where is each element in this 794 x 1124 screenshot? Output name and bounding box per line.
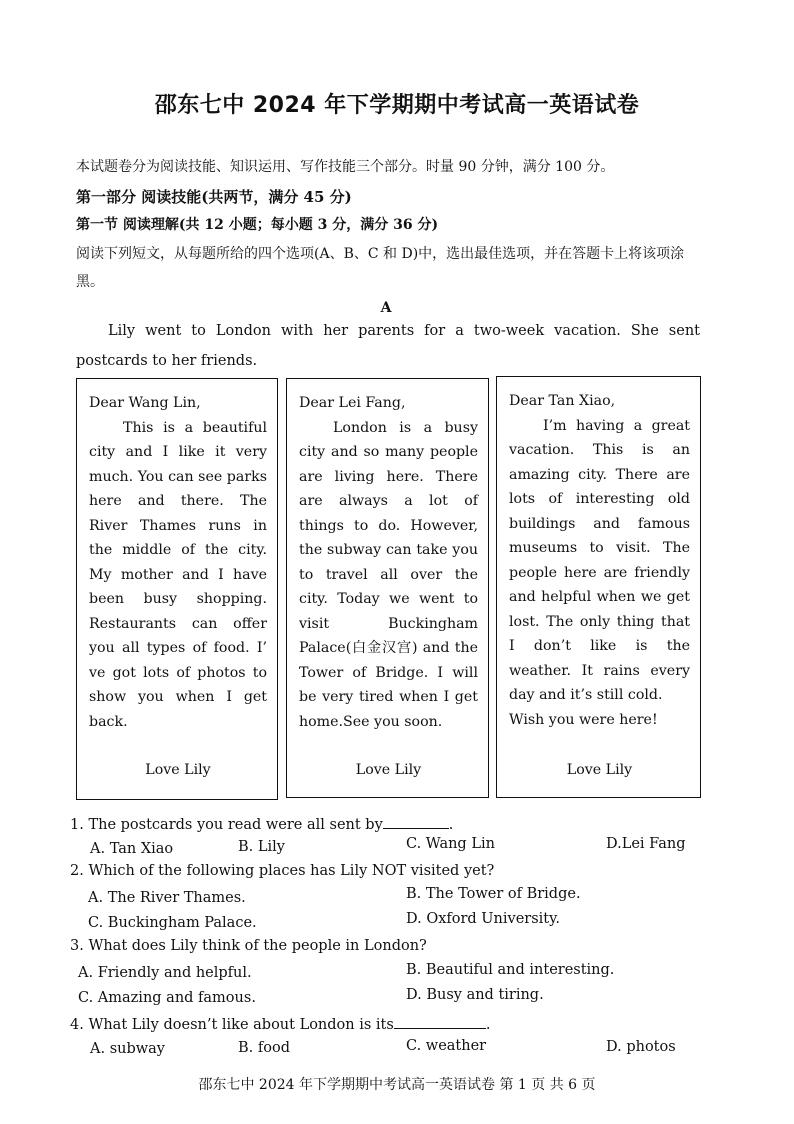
question-2: 2. Which of the following places has Lily NOT visited yet?	[70, 863, 495, 879]
postcard-closing: Wish you were here!	[509, 711, 658, 728]
postcard-lei-fang	[286, 378, 489, 798]
option-c[interactable]: C. Wang Lin	[406, 836, 495, 852]
exam-title: 邵东七中 2024 年下学期期中考试高一英语试卷	[154, 93, 640, 118]
passage-letter: A	[380, 300, 392, 316]
postcard-body: London is a busy city and so many people are living here. There are always a lot of things to do. However, the subway can take you to travel all over the city. Today we went to visit Buckingham Palace(白金汉宫) and the Tower of Bridge. I will be very tired when I get home.See you soon.	[299, 419, 478, 730]
part-heading: 第一部分 阅读技能(共两节，满分 45 分)	[76, 188, 352, 206]
postcard-signoff: Love Lily	[355, 762, 422, 778]
option-c[interactable]: C. Buckingham Palace.	[88, 915, 257, 931]
option-b[interactable]: B. food	[238, 1040, 290, 1056]
option-a[interactable]: A. Tan Xiao	[90, 841, 174, 857]
postcard-greeting: Dear Wang Lin,	[89, 395, 201, 411]
option-c[interactable]: C. weather	[406, 1038, 487, 1054]
question-3: 3. What does Lily think of the people in London?	[70, 938, 427, 954]
option-d[interactable]: D.Lei Fang	[606, 836, 686, 852]
option-a[interactable]: A. subway	[90, 1041, 165, 1057]
question-stem-end: .	[448, 817, 454, 833]
question-4	[70, 1014, 490, 1033]
answer-blank	[383, 814, 449, 829]
postcard-body: I’m having a great vacation. This is an amazing city. There are lots of interesting old buildings and famous museums to visit. The people here are friendly and helpful when we get lost. The only thing that I don’t like is the weather. It rains every day and it’s still cold.	[509, 417, 690, 703]
question-stem: 1. The postcards you read were all sent by	[70, 817, 383, 833]
postcard-tan-xiao	[496, 376, 701, 798]
answer-blank	[394, 1014, 486, 1029]
question-stem: 4. What Lily doesn’t like about London is its	[70, 1017, 394, 1033]
postcard-greeting: Dear Lei Fang,	[299, 395, 406, 411]
postcard-wang-lin	[76, 378, 278, 800]
postcard-greeting: Dear Tan Xiao,	[509, 393, 616, 409]
option-d[interactable]: D. Busy and tiring.	[406, 987, 544, 1003]
option-b[interactable]: B. Beautiful and interesting.	[406, 962, 615, 978]
option-a[interactable]: A. The River Thames.	[88, 890, 246, 906]
postcard-signoff: Love Lily	[566, 762, 633, 778]
option-d[interactable]: D. photos	[606, 1039, 676, 1055]
postcard-body: This is a beautiful city and I like it very much. You can see parks here and there. The River Thames runs in the middle of the city. My mother and I have been busy shopping. Restaurants can offer you all types of food. I’ ve got lots of photos to show you when I get back.	[89, 419, 267, 730]
section-heading: 第一节 阅读理解(共 12 小题；每小题 3 分，满分 36 分)	[76, 217, 439, 233]
option-d[interactable]: D. Oxford University.	[406, 911, 560, 927]
option-b[interactable]: B. The Tower of Bridge.	[406, 886, 581, 902]
instructions: 阅读下列短文，从每题所给的四个选项(A、B、C 和 D)中，选出最佳选项，并在答题卡上将该项涂黑。	[76, 246, 685, 290]
question-stem-end: .	[485, 1017, 491, 1033]
page-footer: 邵东七中 2024 年下学期期中考试高一英语试卷 第 1 页 共 6 页	[198, 1077, 596, 1093]
postcard-signoff: Love Lily	[145, 762, 211, 778]
option-c[interactable]: C. Amazing and famous.	[78, 990, 256, 1006]
passage-intro: Lily went to London with her parents for a two-week vacation. She sent postcards to her friends.	[76, 323, 700, 369]
question-1	[70, 814, 453, 833]
exam-intro: 本试题卷分为阅读技能、知识运用、写作技能三个部分。时量 90 分钟，满分 100 分。	[76, 159, 615, 175]
option-a[interactable]: A. Friendly and helpful.	[78, 965, 252, 981]
option-b[interactable]: B. Lily	[238, 839, 285, 855]
